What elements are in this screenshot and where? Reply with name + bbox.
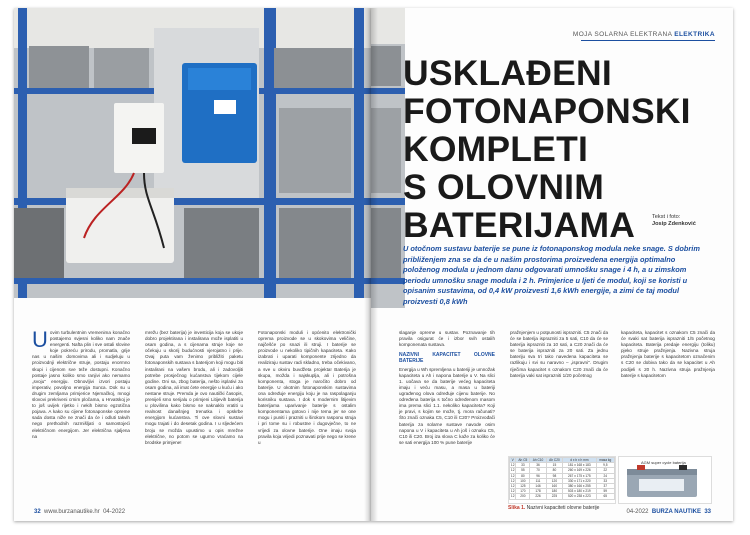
left-page [14, 8, 371, 521]
battery-figure [618, 456, 712, 504]
figure-caption [508, 505, 599, 511]
table-cell: 160 [546, 484, 562, 489]
table-cell: 225 [546, 494, 562, 499]
table-cell: 100 [516, 478, 530, 483]
table-cell: 12 [510, 484, 515, 489]
subheading: NAZIVNI KAPACITET OLOVNE BATERIJE [399, 352, 495, 365]
table-header: masa kg [596, 458, 614, 463]
table-header: Ah C5 [516, 458, 530, 463]
table-cell: 226 [530, 494, 546, 499]
table-cell: 120 [546, 478, 562, 483]
table-cell: 170 [516, 489, 530, 494]
table-cell: 146 [530, 484, 546, 489]
table-cell: 15 [546, 463, 562, 468]
body-column-2 [145, 330, 243, 446]
body-text: slaganje opreme u sustav. Poznavanje tih pravila osigurat će i izbor svih ostalih komponenata sustava. [399, 330, 495, 348]
solar-equipment-photo [14, 8, 371, 298]
table-cell: 12 [510, 468, 515, 473]
body-text: mrežu (bez baterija) je investicija koja se ukoje dobro projektirana i instalirana može isplatiti u osam godina, a s cijenama struje koje se očekuju u skorij budućnosti vjerojatno i prije. Ovaj puta vam ženimo približiti paketu fotonaponskih sustava s baterijom koji mogu biti instalirani na vašem brodu, ali i zadovoljiti potrebe prosječnog kućanstva tijekom cijele godine. Oni sa, zbog baterija, nešto isplativi za osam godina, ali imat ćete energije u kuću i ako nestane struje. Premda je ovo nautički časopis, prenijeli smo serijalu o primjeni Litijevih baterija u plovilima kako bismo se naknaklo vratiti u realnost današnjeg trenutka i opskrbe energijom kućanstva. Ti ove slovni sustavi mogu trajati i do desetak godina. I u sljedećem broju se možda upustimo u opis mrežne električne, no potom se ugurno vraćamo na brodske primjene! [145, 330, 243, 445]
author-credit [652, 214, 696, 229]
table-cell: 33 [596, 478, 614, 483]
body-text: pražnjenjem u potpunosti isprazniti. C5 znači da će se baterija isprazniti za 5 sati, C10 da će se baterija isprazniti za 10 sati, a C20 znači da će se baterija isprazniti za 20 sati. Za jednu bateriju sva tri tako navedena kapaciteta se razlikuju i svi su naravno – „ispravni". Drugim riječima kapacitet s oznakom C20 znači da će baterija vaki sat isprazniti 1/20 početnog [510, 330, 608, 378]
table-cell: 96 [530, 473, 546, 478]
table-header: V [510, 458, 516, 463]
table-cell: 12 [510, 463, 515, 468]
caption-label: Slika 1. [508, 505, 526, 511]
table-cell: 12 [510, 478, 515, 483]
table-cell: 111 [530, 478, 546, 483]
table-cell: 503 x 180 x 219 [563, 489, 596, 494]
body-column-3 [258, 330, 356, 446]
table-cell: 22 [596, 468, 614, 473]
body-column-2 [510, 330, 608, 379]
table-cell: 37 [596, 484, 614, 489]
table-cell: 380 x 166 x 255 [563, 484, 596, 489]
footer-issue: 04-2022 [103, 509, 126, 515]
body-column-3 [621, 330, 715, 379]
right-page [371, 8, 733, 521]
credit-label: Tekst i foto: [652, 214, 681, 220]
footer-site: www.burzanautike.hr [44, 509, 100, 515]
figure-label: AGM super cycle baterija [641, 460, 686, 465]
table-cell: 180 [546, 489, 562, 494]
table-cell: 55 [516, 468, 530, 473]
table-cell: 24 [596, 473, 614, 478]
kicker-rule [581, 40, 715, 41]
body-text: ovim turbulentnim vremenima konačno postajemo svjesni koliko nam znače energenti. Nafta plin i sve ostali slovine koje pokreću prirodu, promatla, grije nas u našim domovima ali i sudjeluju u proizvodnji električne struje, postaju enormno skupi i cijenom sve teže dostupni. Konačno postaje jasno koliko smo ranjivi ako nemamo „svoju" energiju. Obnovljivi izvori postaju imperativ, povoljno energija Sunca. Dok su u drugim zemljama primjerice Njemačkoj, mnogi slovovi prekriveni crnim pločama, u Hrvatskoj je to još uvijek rijetko i nekih bismo egzotična pojava. A kako su cijene fotonaponske opreme sada dosta niže ne znači da će i odluti takvih nego prethodnih razmišljati o samostojeći električnom energijom. Jer električna sjaljena na [32, 330, 130, 439]
table-cell: 200 [516, 494, 530, 499]
table-cell: 330 x 171 x 220 [563, 478, 596, 483]
kicker-prefix: MOJA SOLARNA ELEKTRANA [572, 31, 672, 38]
section-kicker [573, 31, 715, 38]
body-text: Energija u Wh spremljena u bateriji je umnožak kapaciteta u Ah i napona baterije u V. Na slici 1. uočava se da baterije većeg kapaciteta imaju i veću masu, a masa u bateriji ugrađenog olova određuje cijenu baterije. No određena baterija s točno određenom masom ima prema slici 1.1. nekoliko kapaciteta? Koji je pravi, s kojim se može, tj. mora računati? Što znači oznaka C5, C10 ili C20? Proizvođači baterija za solarne sustave navode osim napona u V i kapaciteta u Ah još i oznaku C5, C10 ili C20. Broj iza slova C kaže za koliko će se sati energija 100 % pune baterije [399, 366, 496, 445]
table-cell: 36 [530, 463, 546, 468]
right-footer [626, 509, 711, 515]
title-line: BATERIJAMA [403, 205, 636, 245]
capacity-table [508, 456, 616, 504]
dropcap: U [32, 327, 48, 352]
table-cell: 12 [510, 494, 515, 499]
table-cell: 80 [546, 468, 562, 473]
footer-magazine: BURZA NAUTIKE [651, 509, 701, 515]
table-header: d x b x h mm [563, 458, 596, 463]
table-cell: 65 [596, 494, 614, 499]
left-footer [34, 509, 125, 515]
table-cell: 125 [516, 484, 530, 489]
page-number: 32 [34, 509, 41, 515]
page-number: 33 [704, 509, 711, 515]
table-cell: 12 [510, 473, 515, 478]
body-text: kapaciteta, kapacitet s oznakom C5 znači da će svaki sat baterija isprazniti 1/5 početnog kapaciteta. Baterija predaje energiju (toliku) pjeko struje pražnjenja. Nazivna struja pražnjenja baterije s kapacitetom označenim s C20 se dobiva tako da se kapacitet u Ah podijeli s 20 h. Nazivna struja pražnjenja baterije s kapacitetom [621, 330, 715, 378]
table-cell: 181 x 168 x 183 [563, 463, 596, 468]
table-cell: 98 [546, 473, 562, 478]
body-column-1 [32, 327, 130, 440]
table-cell: 9,5 [596, 463, 614, 468]
table-cell: 12 [510, 489, 515, 494]
title-line: KOMPLETI [403, 129, 589, 169]
table-cell: 59 [596, 489, 614, 494]
credit-author: Josip Zdenković [652, 221, 696, 228]
table-header: Ah C20 [546, 458, 562, 463]
battery-icon [619, 457, 711, 503]
title-line: S OLOVNIM [403, 167, 605, 207]
table-cell: 80 [516, 473, 530, 478]
table-cell: 33 [516, 463, 530, 468]
table-header: Ah C10 [530, 458, 546, 463]
footer-issue: 04-2022 [626, 509, 649, 515]
caption-text: Nazivni kapaciteti olovne baterije [526, 505, 600, 511]
lead-paragraph: U otočnom sustavu baterije se pune iz fotonaponskog modula neke snage. S dobrim približenjem zna se da će u našim prostorima proizvedena energija optimalno položenog modula u jednom danu odgovarati umnošku snage i 4 h, a u zimskom periodu umnošku snage modula i 2 h. Primjerice u ljeti će modul, koji se koristi u opisanim sustavima, od 0,4 kW proizvesti 1,6 kWh energije, a zimi će taj modul proizvesti 0,8 kWh [403, 244, 700, 306]
spread-gutter [364, 8, 378, 521]
table-cell: 178 [530, 489, 546, 494]
table-cell: 260 x 169 x 226 [563, 468, 596, 473]
body-text: Fotonaponski moduli i općenito elektronički oprema proizvode se u skokovima veličine, najčešće po snazi ili struji. I baterije se proizvode u nekoliko tipičnih kapaciteta. Kako izabrati i uparati komponente zrijedno da realiziraju sustav radi skladno, treba očekivano, a sve u okviru buvdžeta projekta! Baterija je skupa, možda i najskuplja, ali i potrošna komponenta, stoga je naročito dobro od baterije. U okotnim fotonaponskim sustavima ona određuje energiju koju je na raspolaganju korisniku sustava. I dok s modernim litijevim baterijama uparivanje baterije s ostalim komponentama gotovo i nije tema jer se one mogu i puniti i prazniti u širokom rasponu struja i pri tome su i robustne i dugovječne, to ne vrijedi za olovne baterije. One imaju svoja pravila koja vrijedi poznavati prije nego se krene u [258, 330, 356, 445]
title-line: FOTONAPONSKI [403, 91, 691, 131]
title-line: USKLAĐENI [403, 53, 612, 93]
body-column-1 [399, 330, 495, 446]
table-row [510, 494, 615, 499]
table-cell: 70 [530, 468, 546, 473]
table-cell: 520 x 238 x 223 [563, 494, 596, 499]
kicker-section: ELEKTRIKA [674, 31, 715, 38]
table-cell: 267 x 175 x 175 [563, 473, 596, 478]
